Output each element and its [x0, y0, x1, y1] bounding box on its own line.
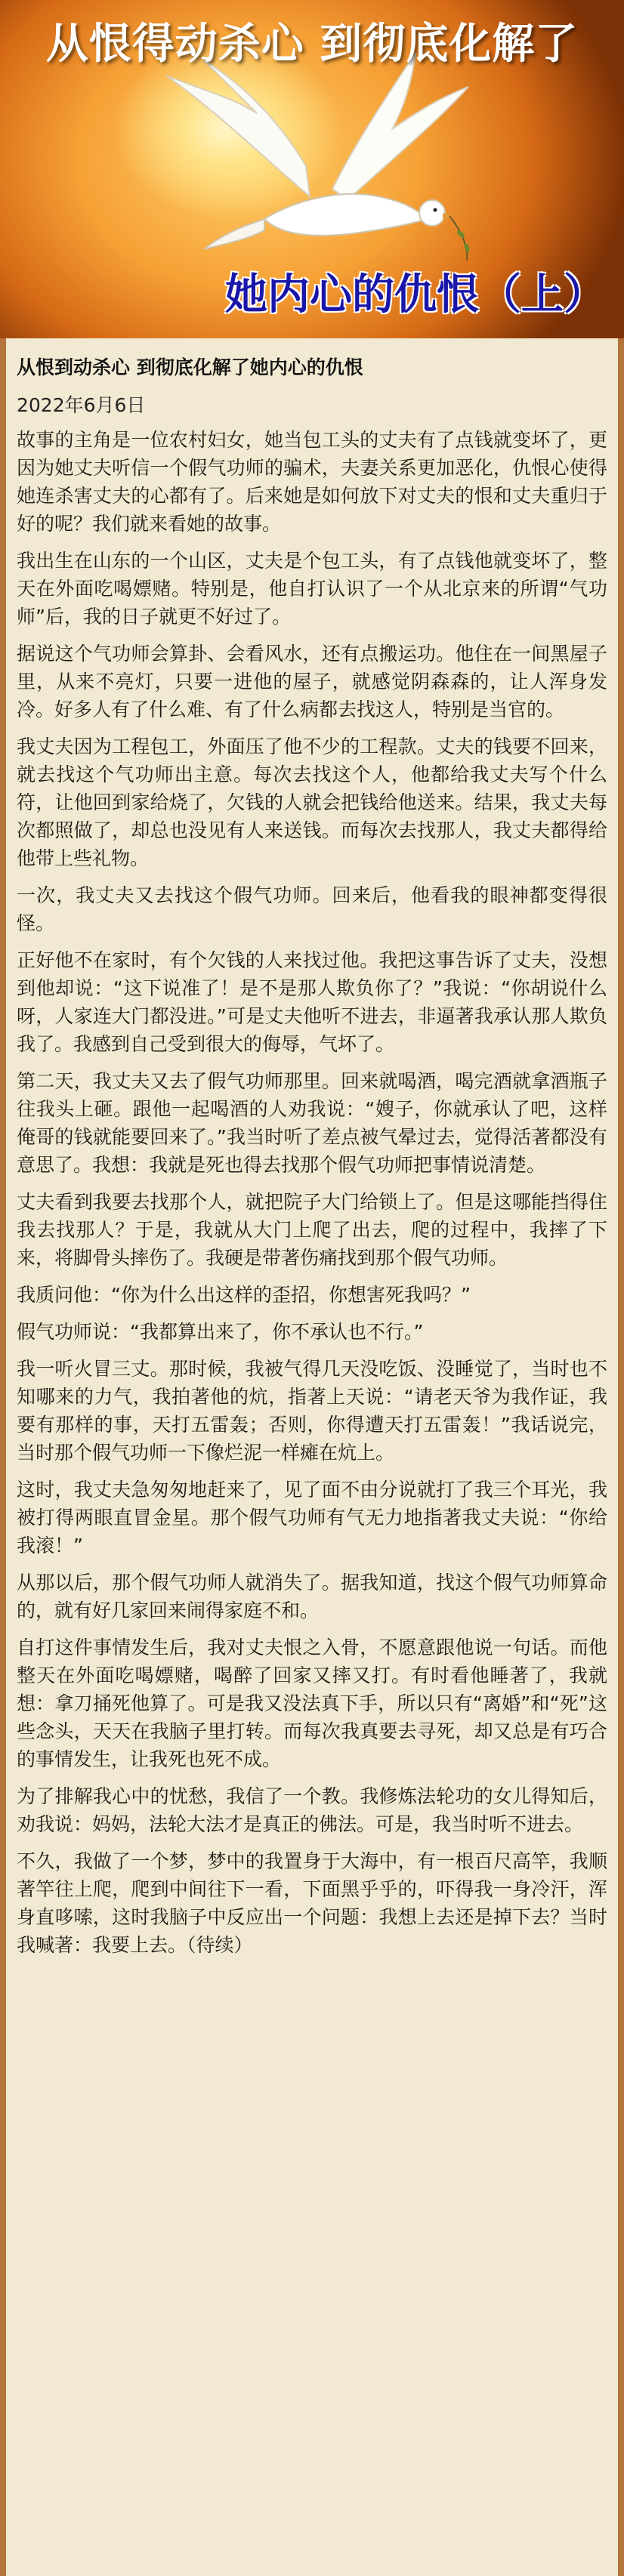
article-frame: [0, 338, 624, 2576]
paragraph: 我一听火冒三丈。那时候，我被气得几天没吃饭、没睡觉了，当时也不知哪来的力气，我拍著他的炕，指著上天说：“请老天爷为我作证，我要有那样的事，天打五雷轰；否则，你得遭天打五雷轰！”我话说完，当时那个假气功师一下像烂泥一样瘫在炕上。: [17, 1358, 607, 1464]
paragraph: 自打这件事情发生后，我对丈夫恨之入骨，不愿意跟他说一句话。而他整天在外面吃喝嫖赌，喝醉了回家又摔又打。有时看他睡著了，我就想：拿刀捅死他算了。可是我又没法真下手，所以只有“离婚”和“死”这些念头，天天在我脑子里打转。而每次我真要去寻死，却又总是有巧合的事情发生，让我死也死不成。: [17, 1637, 607, 1770]
paragraph: 我质问他：“你为什么出这样的歪招，你想害死我吗？”: [17, 1284, 471, 1306]
paragraph: 这时，我丈夫急匆匆地赶来了，见了面不由分说就打了我三个耳光，我被打得两眼直冒金星。那个假气功师有气无力地指著我丈夫说：“你给我滚！”: [17, 1479, 607, 1556]
paragraph: 故事的主角是一位农村妇女，她当包工头的丈夫有了点钱就变坏了，更因为她丈夫听信一个假气功师的骗术，夫妻关系更加恶化，仇恨心使得她连杀害丈夫的心都有了。后来她是如何放下对丈夫的恨和丈夫重归于好的呢？我们就来看她的故事。: [17, 429, 607, 535]
paragraph: 为了排解我心中的忧愁，我信了一个教。我修炼法轮功的女儿得知后，劝我说：妈妈，法轮大法才是真正的佛法。可是，我当时听不进去。: [17, 1785, 607, 1835]
paragraph: 假气功师说：“我都算出来了，你不承认也不行。”: [17, 1321, 424, 1343]
paragraph: 第二天，我丈夫又去了假气功师那里。回来就喝酒，喝完酒就拿酒瓶子往我头上砸。跟他一起喝酒的人劝我说：“嫂子，你就承认了吧，这样俺哥的钱就能要回来了。”我当时听了差点被气晕过去，觉得活著都没有意思了。我想：我就是死也得去找那个假气功师把事情说清楚。: [17, 1070, 607, 1176]
paragraph: 不久，我做了一个梦，梦中的我置身于大海中，有一根百尺高竿，我顺著竿往上爬，爬到中间往下一看，下面黑乎乎的，吓得我一身冷汗，浑身直哆嗦，这时我脑子中反应出一个问题：我想上去还是掉下去？当时我喊著：我要上去。（待续）: [17, 1850, 607, 1956]
paragraph: 我出生在山东的一个山区，丈夫是个包工头，有了点钱他就变坏了，整天在外面吃喝嫖赌。特别是，他自打认识了一个从北京来的所谓“气功师”后，我的日子就更不好过了。: [17, 550, 607, 628]
dove-illustration: [151, 45, 483, 295]
paragraph: 一次，我丈夫又去找这个假气功师。回来后，他看我的眼神都变得很怪。: [17, 884, 607, 934]
paragraph: 据说这个气功师会算卦、会看风水，还有点搬运功。他住在一间黑屋子里，从来不亮灯，只要一进他的屋子，就感觉阴森森的，让人浑身发冷。好多人有了什么难、有了什么病都去找这人，特别是当官的。: [17, 643, 607, 720]
header-banner: [0, 0, 624, 338]
paragraph: 正好他不在家时，有个欠钱的人来找过他。我把这事告诉了丈夫，没想到他却说：“这下说准了！是不是那人欺负你了？”我说：“你胡说什么呀，人家连大门都没进。”可是丈夫他听不进去，非逼著我承认那人欺负我了。我感到自己受到很大的侮辱，气坏了。: [17, 949, 607, 1055]
banner-subtitle: 她内心的仇恨（上）: [225, 270, 606, 319]
article-date: 2022年6月6日: [17, 394, 146, 416]
paragraph: 丈夫看到我要去找那个人，就把院子大门给锁上了。但是这哪能挡得住我去找那人？于是，我就从大门上爬了出去，爬的过程中，我摔了下来，将脚骨头摔伤了。我硬是带著伤痛找到那个假气功师。: [17, 1191, 607, 1269]
article-title: 从恨到动杀心 到彻底化解了她内心的仇恨: [17, 356, 363, 378]
paragraph: 我丈夫因为工程包工，外面压了他不少的工程款。丈夫的钱要不回来，就去找这个气功师出主意。每次去找这个人，他都给我丈夫写个什么符，让他回到家给烧了，欠钱的人就会把钱给他送来。结果，我丈夫每次都照做了，却总也没见有人来送钱。而每次去找那人，我丈夫都得给他带上些礼物。: [17, 736, 607, 869]
banner-title: 从恨得动杀心 到彻底化解了: [45, 20, 579, 69]
paragraph: 从那以后，那个假气功师人就消失了。据我知道，找这个假气功师算命的，就有好几家回来闹得家庭不和。: [17, 1572, 607, 1621]
article-body: [17, 338, 607, 2576]
